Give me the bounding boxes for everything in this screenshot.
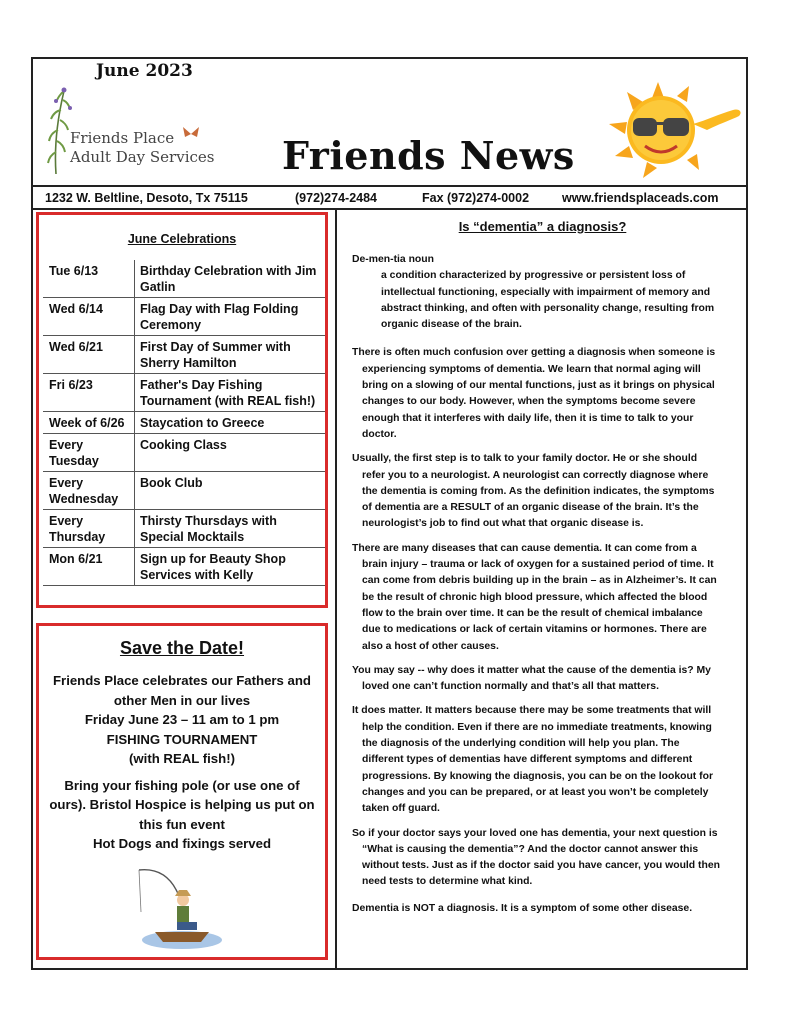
save-line-5: Bring your fishing pole (or use one of ours). Bristol Hospice is helping us put on this fun event xyxy=(49,777,315,832)
row-day: Mon 6/21 xyxy=(43,548,135,586)
article-paragraph: There are many diseases that can cause dementia. It can come from a brain injury – trauma or lack of oxygen for a sustained period of time. It can come from debris building up in the brain – as in Alzheimer’s. It can be the result of chronic high blood pressure, which affected the blood flow to the brain over time. It can be the result of chemical imbalance due to medications or lack of certain vitamins or hormones. There are also a host of other causes. xyxy=(352,542,717,652)
row-event: Flag Day with Flag Folding Ceremony xyxy=(135,298,326,336)
row-day: Week of 6/26 xyxy=(43,412,135,434)
save-line xyxy=(47,776,317,854)
row-event: Birthday Celebration with Jim Gatlin xyxy=(135,260,326,298)
row-day: Every Wednesday xyxy=(43,472,135,510)
logo-line-1: Friends Place xyxy=(70,129,175,147)
contact-bar xyxy=(33,185,746,210)
logo-line-2: Adult Day Services xyxy=(70,148,215,166)
save-line-2: Friday June 23 – 11 am to 1 pm xyxy=(84,712,280,727)
fisherman-in-boat-icon xyxy=(137,866,227,951)
sun-sunglasses-icon xyxy=(603,80,745,180)
row-day: Tue 6/13 xyxy=(43,260,135,298)
row-day: Every Thursday xyxy=(43,510,135,548)
save-line-3: FISHING TOURNAMENT xyxy=(106,731,258,747)
row-event: Staycation to Greece xyxy=(135,412,326,434)
article-title: Is “dementia” a diagnosis? xyxy=(458,219,627,234)
table-row xyxy=(43,412,325,434)
article-paragraph: It does matter. It matters because there may be some treatments that will help the condition. Even if there are no immediate treatments, knowing the diagnosis of the underlying condition will help you plan. The different types of dementias have different symptoms and different progressions. By knowing the diagnosis, you can be on the lookout for changes and you can be prepared, or at least you won’t be completely taken off guard. xyxy=(352,705,714,815)
save-line-1: Friends Place celebrates our Fathers and other Men in our lives xyxy=(53,673,311,708)
logo-text xyxy=(70,129,214,167)
row-day: Wed 6/14 xyxy=(43,298,135,336)
table-row xyxy=(43,374,325,412)
column-divider xyxy=(335,210,337,969)
table-row xyxy=(43,260,325,298)
row-event: Thirsty Thursdays with Special Mocktails xyxy=(135,510,326,548)
issue-date: June 2023 xyxy=(96,61,193,81)
definition-text: a condition characterized by progressive or persistent loss of intellectual functioning, especially with impairment of memory and abstract thinking, and often with personality change, resulting from organic disease of the brain. xyxy=(381,270,715,331)
row-event: First Day of Summer with Sherry Hamilton xyxy=(135,336,326,374)
table-row xyxy=(43,298,325,336)
article-paragraph: You may say -- why does it matter what the cause of the dementia is? My loved one can’t function normally and that’s all that matters. xyxy=(352,664,711,693)
article-paragraph: So if your doctor says your loved one has dementia, your next question is “What is causing the dementia”? And the doctor cannot answer this without tests. Just as if the doctor said you have cancer, you would then need tests to determine what kind. xyxy=(352,827,720,888)
row-day: Fri 6/23 xyxy=(43,374,135,412)
article-paragraph: There is often much confusion over getting a diagnosis when someone is experiencing symptoms of dementia. We learn that normal aging will bring on a slowing of our mental functions, just as it brings on physical changes to our body. However, when the symptoms become severe enough that it interferes with daily life, then it is time to talk to your doctor. xyxy=(352,347,716,440)
fax-text: Fax (972)274-0002 xyxy=(422,191,530,205)
table-row xyxy=(43,336,325,374)
celebrations-title: June Celebrations xyxy=(127,232,237,246)
table-row xyxy=(43,472,325,510)
definition-term: De-men-tia noun xyxy=(352,254,434,265)
phone-text: (972)274-2484 xyxy=(295,191,378,205)
table-row xyxy=(43,434,325,472)
row-event: Father's Day Fishing Tournament (with REAL fish!) xyxy=(135,374,326,412)
website-link[interactable]: www.friendsplaceads.com xyxy=(562,191,719,205)
newsletter-title: Friends News xyxy=(282,133,575,178)
table-row xyxy=(43,510,325,548)
save-line-6: Hot Dogs and fixings served xyxy=(92,836,272,851)
row-day: Every Tuesday xyxy=(43,434,135,472)
row-event: Book Club xyxy=(135,472,326,510)
row-day: Wed 6/21 xyxy=(43,336,135,374)
celebrations-table xyxy=(43,260,325,586)
address-text: 1232 W. Beltline, Desoto, Tx 75115 xyxy=(45,191,248,205)
save-line-4: (with REAL fish!) xyxy=(129,751,235,766)
dementia-article xyxy=(352,252,722,925)
table-row xyxy=(43,548,325,586)
save-the-date-box xyxy=(36,623,328,960)
save-line xyxy=(47,671,317,769)
row-event: Sign up for Beauty Shop Services with Kelly xyxy=(135,548,326,586)
save-the-date-body xyxy=(39,671,325,854)
article-conclusion: Dementia is NOT a diagnosis. It is a symptom of some other disease. xyxy=(352,902,693,914)
june-celebrations-box xyxy=(36,212,328,608)
save-the-date-title: Save the Date! xyxy=(119,638,245,658)
article-paragraph: Usually, the first step is to talk to your family doctor. He or she should refer you to a neurologist. A neurologist can correctly diagnose where the dementia is coming from. As the definition indicates, the symptoms of dementia are a RESULT of an organic disease of the brain. It’s the neurologist’s job to find out what that organic disease is. xyxy=(352,453,715,530)
row-event: Cooking Class xyxy=(135,434,326,472)
